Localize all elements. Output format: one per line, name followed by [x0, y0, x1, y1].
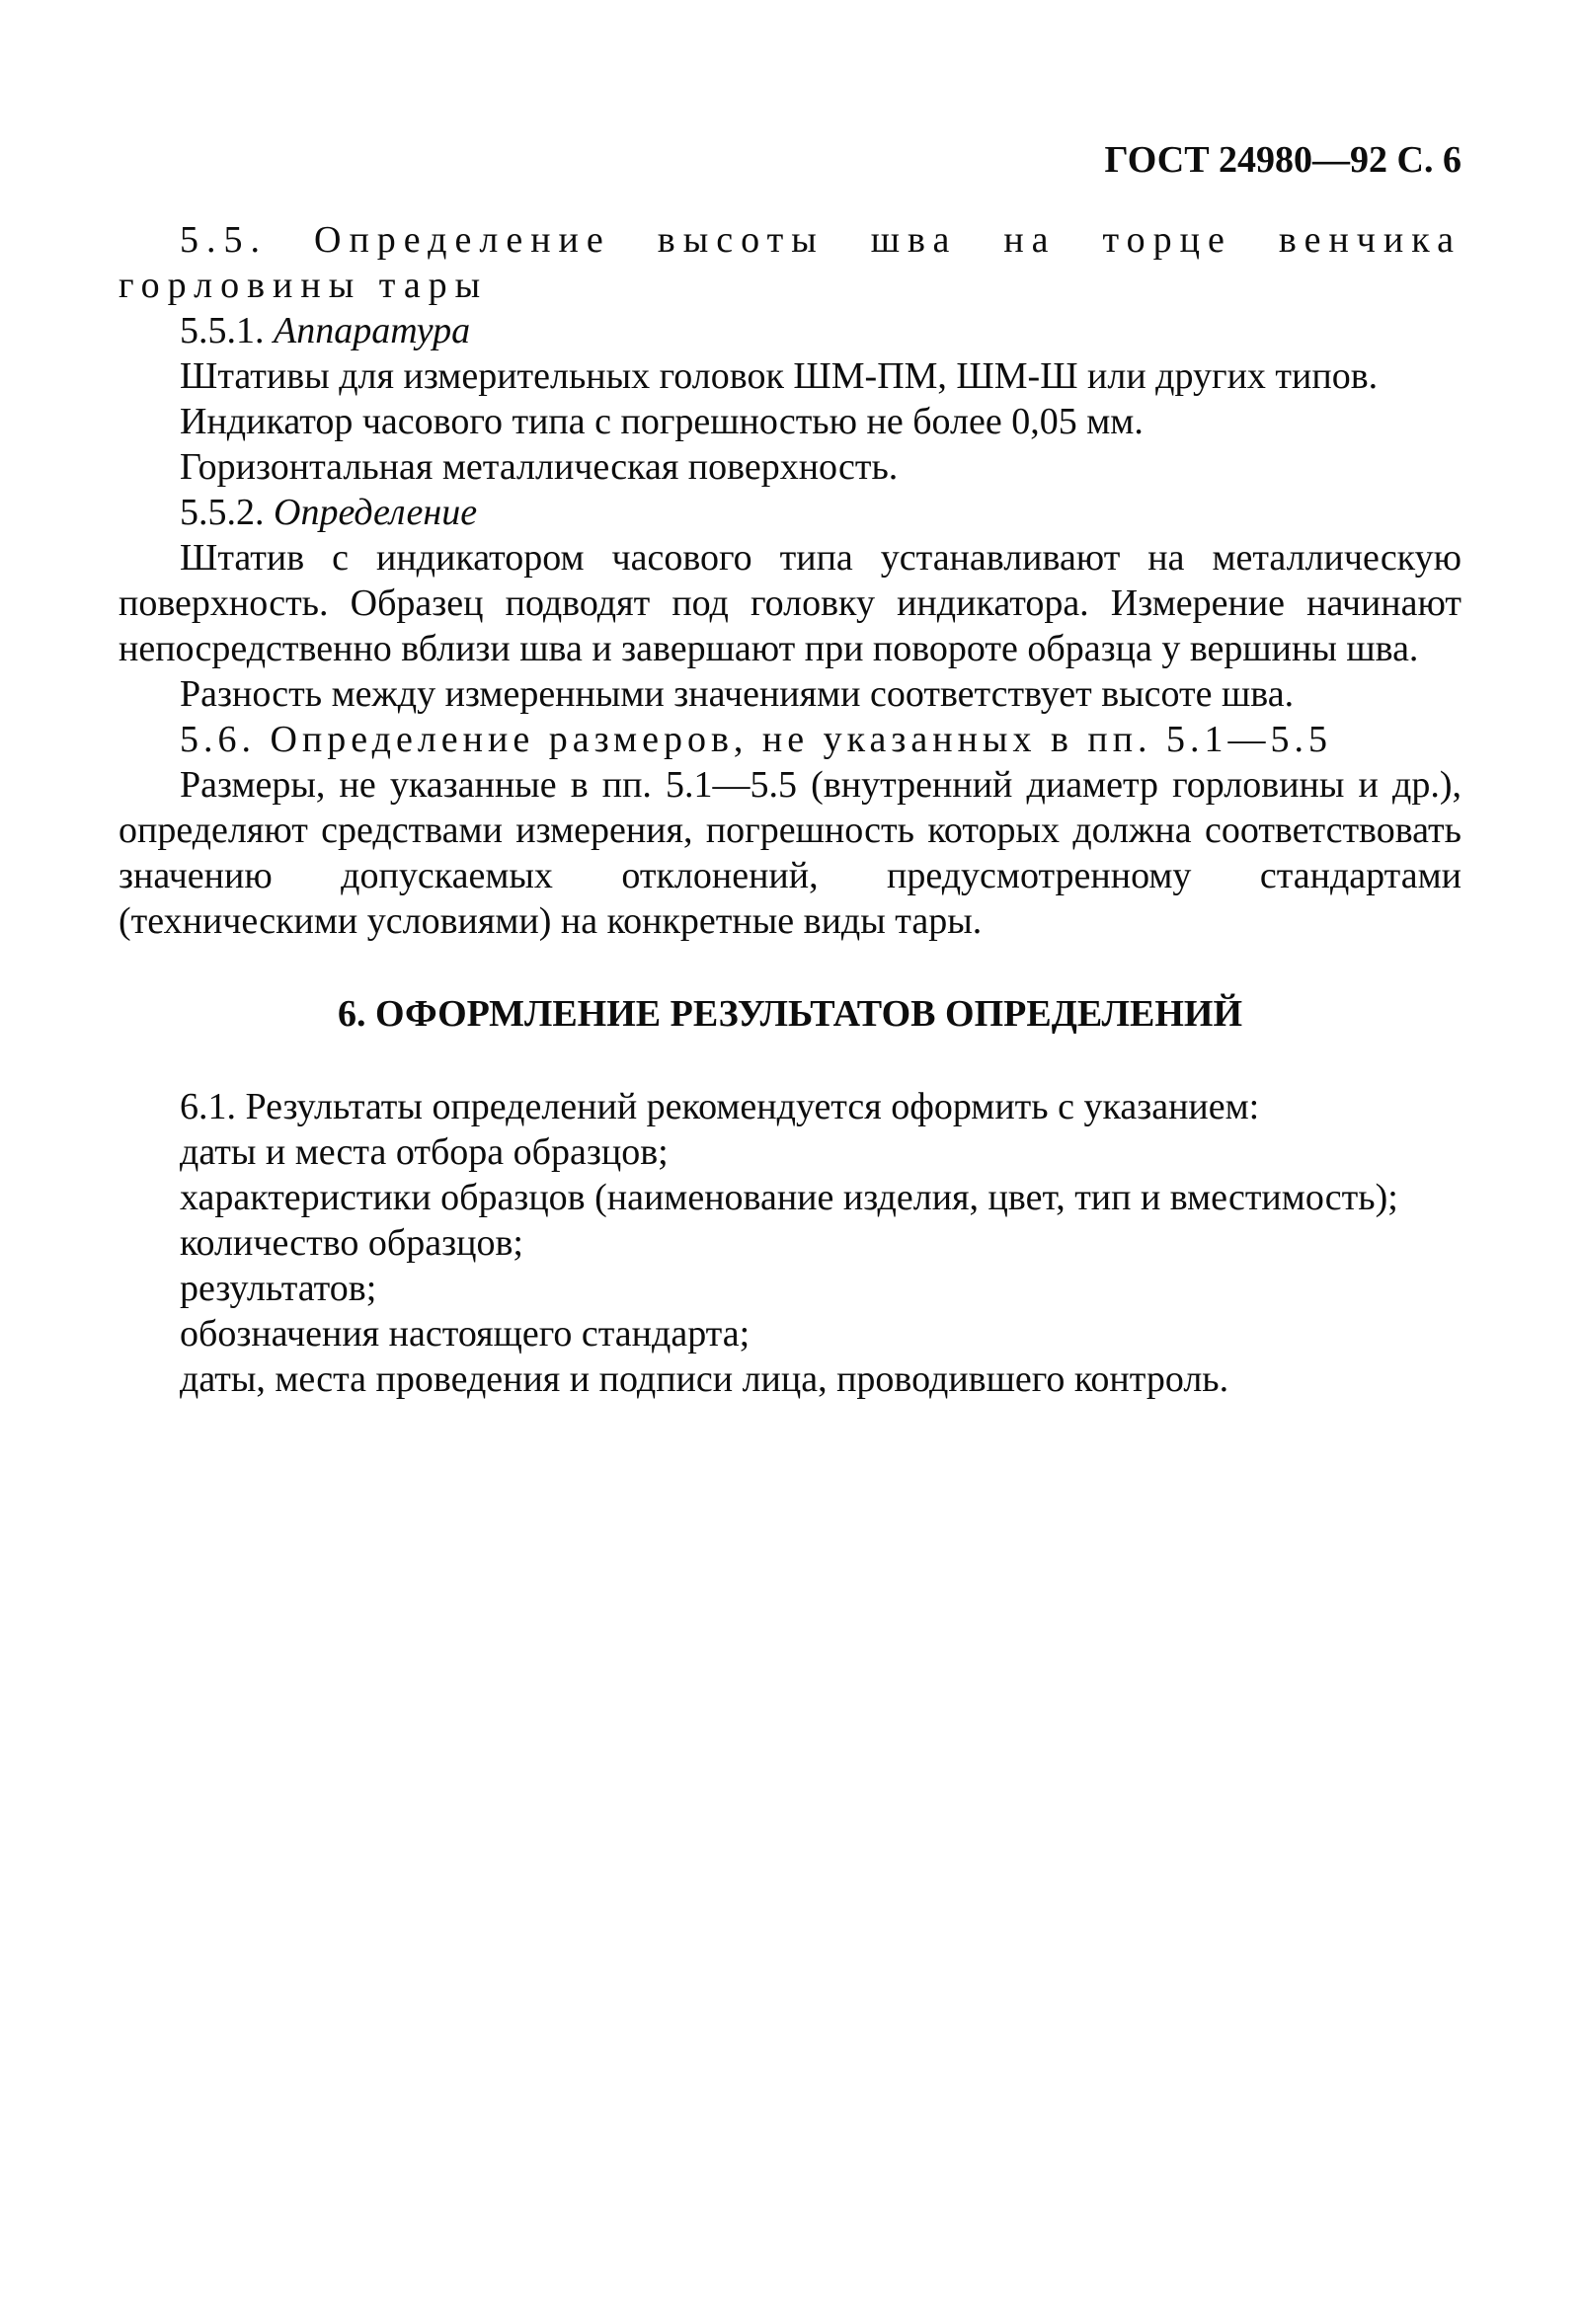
result-item: характеристики образцов (наименование изделия, цвет, тип и вместимость); [180, 1177, 1398, 1218]
subsection-5-5-2-heading [118, 490, 1462, 535]
equipment-item-3: Горизонтальная металлическая поверхность. [180, 446, 899, 488]
page-header: ГОСТ 24980—92 С. 6 [1104, 139, 1462, 181]
document-page [118, 138, 1462, 1402]
result-item: даты, места проведения и подписи лица, проводившего контроль. [180, 1358, 1229, 1400]
equipment-item-2: Индикатор часового типа с погрешностью не более 0,05 мм. [180, 401, 1144, 442]
result-item: количество образцов; [180, 1222, 523, 1264]
section-5-5-title: 5.5. Определение высоты шва на торце венчика горловины тары [118, 219, 1462, 306]
result-item: обозначения настоящего стандарта; [180, 1313, 750, 1355]
subsection-5-5-1-number: 5.5.1. [180, 310, 265, 351]
paragraph-6-1: 6.1. Результаты определений рекомендуется оформить с указанием: [180, 1086, 1260, 1127]
section-5-6-title: 5.6. Определение размеров, не указанных в пп. 5.1—5.5 [180, 719, 1333, 760]
section-6-heading: 6. ОФОРМЛЕНИЕ РЕЗУЛЬТАТОВ ОПРЕДЕЛЕНИЙ [337, 993, 1243, 1035]
section-5-6-text: Размеры, не указанные в пп. 5.1—5.5 (внутренний диаметр горловины и др.), определяют средствами измерения, погрешность которых должна соответствовать значению допускаемых отклонений, предусмотренному стандартами (техническими условиями) на конкретные виды тары. [118, 764, 1462, 942]
equipment-item-1: Штативы для измерительных головок ШМ-ПМ, ШМ-Ш или других типов. [180, 355, 1379, 397]
subsection-5-5-2-number: 5.5.2. [180, 492, 265, 533]
determination-paragraph-1: Штатив с индикатором часового типа устанавливают на металлическую поверхность. Образец подводят под головку индикатора. Измерение начинают непосредственно вблизи шва и завершают при повороте образца у вершины шва. [118, 537, 1462, 669]
subsection-5-5-1-heading [118, 308, 1462, 353]
subsection-5-5-1-label: Аппаратура [274, 310, 471, 351]
result-item: даты и места отбора образцов; [180, 1131, 669, 1173]
subsection-5-5-2-label: Определение [274, 492, 478, 533]
determination-paragraph-2: Разность между измеренными значениями соответствует высоте шва. [180, 673, 1295, 715]
result-item: результатов; [180, 1268, 377, 1309]
